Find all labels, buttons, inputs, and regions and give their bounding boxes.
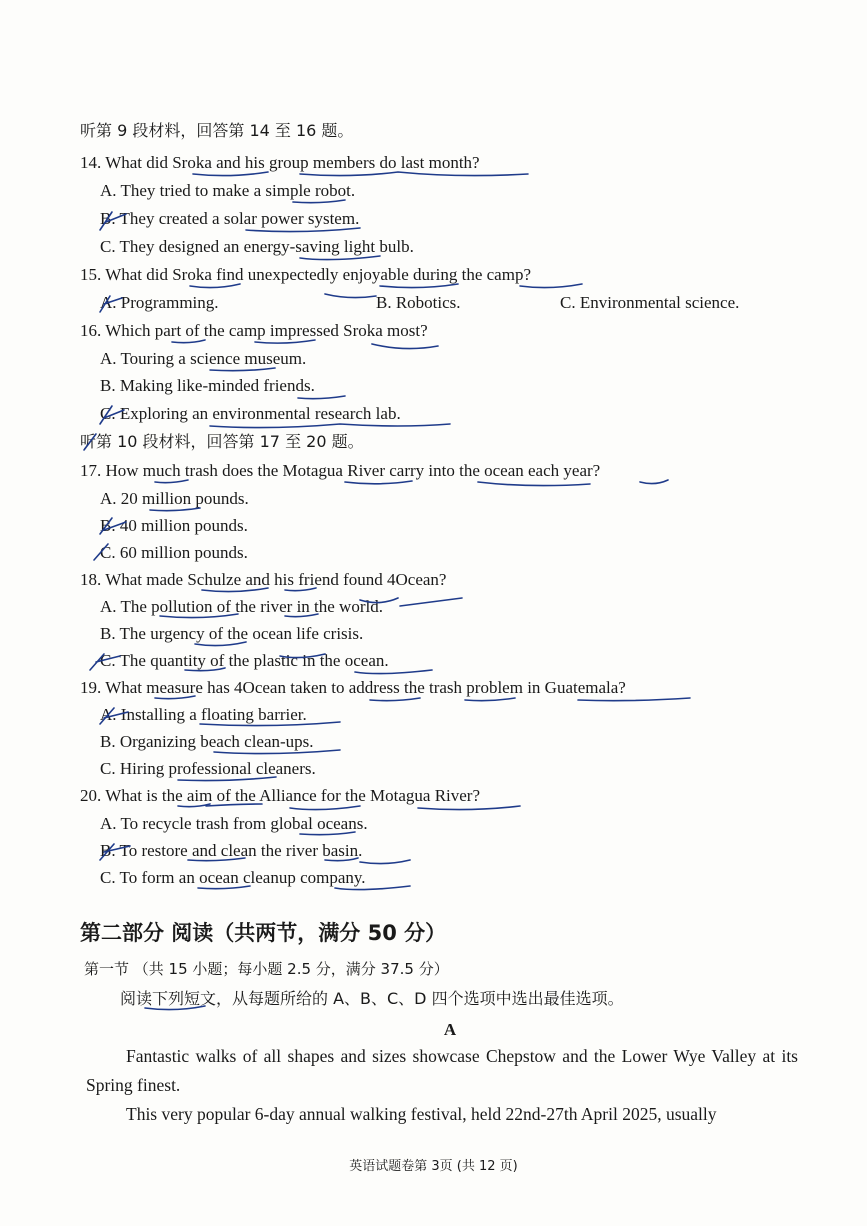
option-17a: A. 20 million pounds. bbox=[100, 489, 249, 508]
question-14: 14. What did Sroka and his group members do last month? bbox=[80, 153, 480, 172]
pen-underline bbox=[478, 482, 590, 486]
option-18b: B. The urgency of the ocean life crisis. bbox=[100, 624, 364, 643]
option-16c: C. Exploring an environmental research lab. bbox=[100, 404, 401, 423]
option-20c: C. To form an ocean cleanup company. bbox=[100, 868, 366, 887]
passage-paragraph-2: This very popular 6-day annual walking festival, held 22nd-27th April 2025, usually bbox=[126, 1104, 717, 1124]
question-15: 15. What did Sroka find unexpectedly enjoyable during the camp? bbox=[80, 265, 531, 284]
pen-underline bbox=[400, 598, 462, 606]
pen-underline bbox=[372, 344, 438, 349]
option-14b: B. They created a solar power system. bbox=[100, 209, 360, 228]
pen-underline bbox=[640, 480, 668, 484]
section-9-heading: 听第 9 段材料，回答第 14 至 16 题。 bbox=[80, 121, 354, 140]
question-16: 16. Which part of the camp impressed Sroka most? bbox=[80, 321, 428, 340]
passage-label: A bbox=[443, 1020, 457, 1039]
option-17c: C. 60 million pounds. bbox=[100, 543, 248, 562]
option-16a: A. Touring a science museum. bbox=[100, 349, 307, 368]
option-15a: A. Programming. bbox=[100, 293, 219, 312]
option-14c: C. They designed an energy-saving light bulb. bbox=[100, 237, 414, 256]
reading-instruction: 阅读下列短文，从每题所给的 A、B、C、D 四个选项中选出最佳选项。 bbox=[120, 989, 624, 1008]
section-10-heading: 听第 10 段材料，回答第 17 至 20 题。 bbox=[80, 432, 364, 451]
option-20a: A. To recycle trash from global oceans. bbox=[100, 814, 368, 833]
option-15b: B. Robotics. bbox=[376, 293, 461, 312]
option-17b: B. 40 million pounds. bbox=[100, 516, 248, 535]
section-1-heading: 第一节 （共 15 小题；每小题 2.5 分，满分 37.5 分） bbox=[84, 960, 449, 978]
part-2-title: 第二部分 阅读（共两节，满分 50 分） bbox=[80, 921, 447, 945]
option-20b: B. To restore and clean the river basin. bbox=[100, 841, 363, 860]
question-20: 20. What is the aim of the Alliance for the Motagua River? bbox=[80, 786, 481, 805]
pen-underline bbox=[325, 294, 376, 298]
question-17: 17. How much trash does the Motagua River carry into the ocean each year? bbox=[80, 461, 601, 480]
question-18: 18. What made Schulze and his friend found 4Ocean? bbox=[80, 570, 447, 589]
question-19: 19. What measure has 4Ocean taken to address the trash problem in Guatemala? bbox=[80, 678, 626, 697]
option-19b: B. Organizing beach clean-ups. bbox=[100, 732, 314, 751]
pen-underline bbox=[360, 860, 410, 864]
page-footer: 英语试题卷第 3页 (共 12 页) bbox=[349, 1159, 518, 1174]
option-16b: B. Making like-minded friends. bbox=[100, 376, 315, 395]
option-19c: C. Hiring professional cleaners. bbox=[100, 759, 316, 778]
option-18a: A. The pollution of the river in the world. bbox=[100, 597, 383, 616]
option-15c: C. Environmental science. bbox=[560, 293, 740, 312]
option-14a: A. They tried to make a simple robot. bbox=[100, 181, 356, 200]
option-19a: A. Installing a floating barrier. bbox=[100, 705, 307, 724]
option-18c: C. The quantity of the plastic in the ocean. bbox=[100, 651, 389, 670]
passage-paragraph-1: Fantastic walks of all shapes and sizes showcase Chepstow and the Lower Wye Valley at its Spring finest. bbox=[86, 1046, 798, 1095]
